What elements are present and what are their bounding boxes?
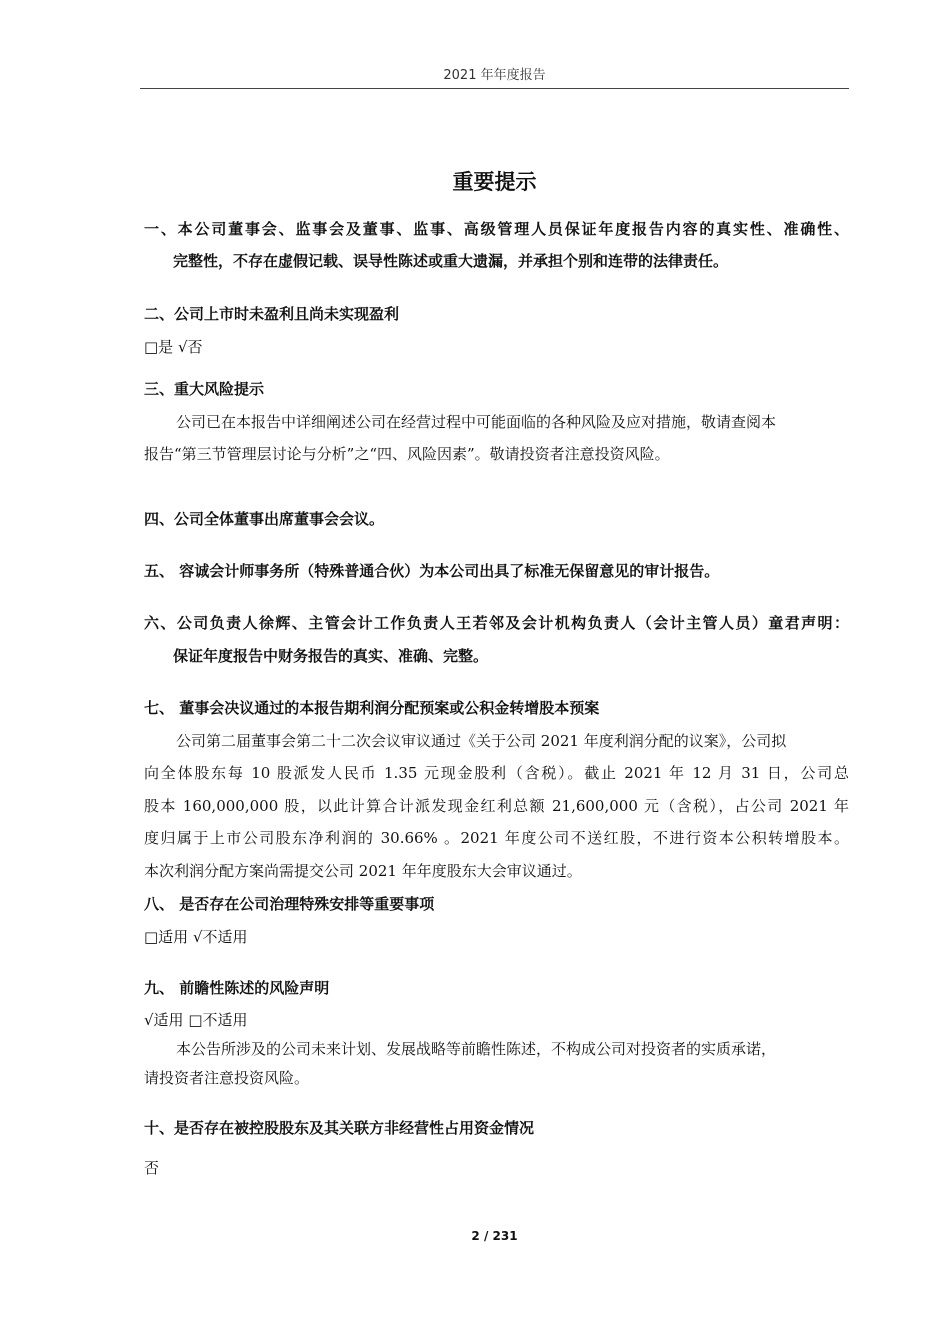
section-6-line-2: 保证年度报告中财务报告的真实、准确、完整。 — [173, 647, 489, 665]
section-10-heading: 十、是否存在被控股股东及其关联方非经营性占用资金情况 — [144, 1119, 535, 1137]
page-number: 2 / 231 — [471, 1229, 518, 1243]
section-7-para-line-4: 度归属于上市公司股东净利润的 30.66% 。2021 年度公司不送红股，不进行资本公积转增股本。 — [144, 829, 849, 847]
section-5-heading: 五、 容诚会计师事务所（特殊普通合伙）为本公司出具了标准无保留意见的审计报告。 — [144, 562, 720, 580]
section-2-heading: 二、公司上市时未盈利且尚未实现盈利 — [144, 305, 400, 323]
section-10-answer: 否 — [144, 1159, 160, 1177]
page-header: 2021 年年度报告 — [443, 68, 546, 83]
section-7-para-line-2: 向全体股东每 10 股派发人民币 1.35 元现金股利（含税）。截止 2021 年 12 月 31 日，公司总 — [144, 764, 849, 782]
section-9-para-line-1: 本公告所涉及的公司未来计划、发展战略等前瞻性陈述，不构成公司对投资者的实质承诺， — [176, 1040, 777, 1058]
section-9-options: √适用 □不适用 — [144, 1011, 248, 1029]
section-2-options: □是 √否 — [144, 338, 203, 356]
section-1-line-1: 一、本公司董事会、监事会及董事、监事、高级管理人员保证年度报告内容的真实性、准确性、 — [144, 220, 849, 238]
section-9-heading: 九、 前瞻性陈述的风险声明 — [144, 979, 330, 997]
section-8-options: □适用 √不适用 — [144, 928, 248, 946]
section-3-heading: 三、重大风险提示 — [144, 380, 265, 398]
section-7-para-line-5: 本次利润分配方案尚需提交公司 2021 年年度股东大会审议通过。 — [144, 862, 582, 880]
section-3-para-line-1: 公司已在本报告中详细阐述公司在经营过程中可能面临的各种风险及应对措施，敬请查阅本 — [176, 413, 777, 431]
section-1-line-2: 完整性，不存在虚假记载、误导性陈述或重大遗漏，并承担个别和连带的法律责任。 — [173, 252, 729, 270]
section-9-para-line-2: 请投资者注意投资风险。 — [144, 1069, 310, 1087]
section-8-heading: 八、 是否存在公司治理特殊安排等重要事项 — [144, 895, 435, 913]
section-4-heading: 四、公司全体董事出席董事会会议。 — [144, 510, 385, 528]
section-6-line-1: 六、公司负责人徐辉、主管会计工作负责人王若邻及会计机构负责人（会计主管人员）童君声明： — [144, 614, 849, 632]
page-title: 重要提示 — [452, 170, 537, 194]
section-7-para-line-3: 股本 160,000,000 股，以此计算合计派发现金红利总额 21,600,000 元（含税），占公司 2021 年 — [144, 797, 849, 815]
header-divider — [140, 88, 849, 89]
section-7-para-line-1: 公司第二届董事会第二十二次会议审议通过《关于公司 2021 年度利润分配的议案》，公司拟 — [176, 732, 787, 750]
section-3-para-line-2: 报告“第三节管理层讨论与分析”之“四、风险因素”。敬请投资者注意投资风险。 — [144, 445, 670, 463]
section-7-heading: 七、 董事会决议通过的本报告期利润分配预案或公积金转增股本预案 — [144, 699, 600, 717]
